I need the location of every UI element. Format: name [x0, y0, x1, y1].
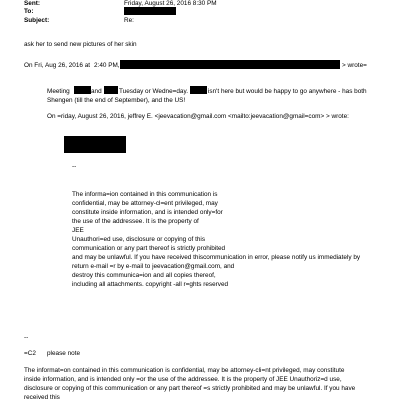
- footer-line: received this: [24, 394, 60, 401]
- notice-line: the use of the addressee. It is the property of: [72, 218, 199, 225]
- notice-line: constitute inside information, and is intended only=for: [72, 209, 223, 216]
- subject-label: Subject:: [24, 17, 50, 24]
- notice-line: confidential, may be attorney-cl=ent privileged, may: [72, 200, 218, 207]
- separator-dashes: --: [24, 334, 29, 341]
- meeting-mid: Tuesday or Wedne=day.: [119, 88, 188, 95]
- footer-line: disclosure or copying of this communication or any part thereof =s strictly prohibited and may be unlawful. If you have: [24, 385, 356, 392]
- redaction-name-3: [190, 86, 207, 94]
- notice-line: communication or any part thereof is strictly prohibited: [72, 245, 226, 252]
- quote-intro-2: On =riday, August 26, 2016, jeffrey E. <jeevacation@gmail.com <mailto:jeevacation@gmail=com> > wrote:: [47, 113, 349, 120]
- to-label: To:: [24, 8, 34, 15]
- sent-value: Friday, August 26, 2016 8:30 PM: [124, 0, 217, 7]
- notice-line: The informa=ion contained in this communication is: [72, 191, 218, 198]
- subject-value: Re:: [124, 17, 134, 24]
- sent-label: Sent:: [24, 0, 40, 7]
- redaction-sender: [120, 60, 340, 69]
- footer-line: inside information, and is intended only =or the use of the addressee. It is the property of JEE Unauthoriz=d use,: [24, 376, 342, 383]
- redaction-recipient: [124, 7, 176, 15]
- meeting-line2: Shengen (till the end of September), and the US!: [47, 97, 186, 104]
- quote-intro-end: > wrote=: [342, 62, 367, 69]
- notice-line: including all attachments. copyright -all r=ghts reserved: [72, 281, 229, 288]
- signature-dashes: --: [72, 163, 77, 170]
- notice-line: and may be unlawful. If you have received thiscommunication in error, please notify us immediately by: [72, 254, 361, 261]
- footer-line: The informat=on contained in this communication is confidential, may be attorney-cli=nt privileged, may constitute: [24, 367, 345, 374]
- notice-line: return e-mail =r by e-mail to jeevacation@gmail.com, and: [72, 263, 235, 270]
- quote-intro-time: 2:40 PM,: [94, 62, 120, 69]
- meeting-and: and: [91, 88, 102, 95]
- c2-marker: =C2: [24, 350, 36, 357]
- please-note: please note: [47, 350, 81, 357]
- meeting-end: isn't here but would be happy to go anywhere - has both: [208, 88, 367, 95]
- meeting-word: Meeting: [47, 88, 70, 95]
- redaction-block: [64, 136, 126, 153]
- redaction-name-2: [104, 86, 118, 94]
- message-line: ask her to send new pictures of her skin: [24, 41, 137, 48]
- notice-line: JEE: [72, 227, 84, 234]
- quote-intro-start: On Fri, Aug 26, 2016 at: [24, 62, 91, 69]
- notice-line: Unauthori=ed use, disclosure or copying of this: [72, 236, 206, 243]
- notice-line: destroy this communica=ion and all copies thereof,: [72, 272, 216, 279]
- redaction-name-1: [74, 86, 91, 94]
